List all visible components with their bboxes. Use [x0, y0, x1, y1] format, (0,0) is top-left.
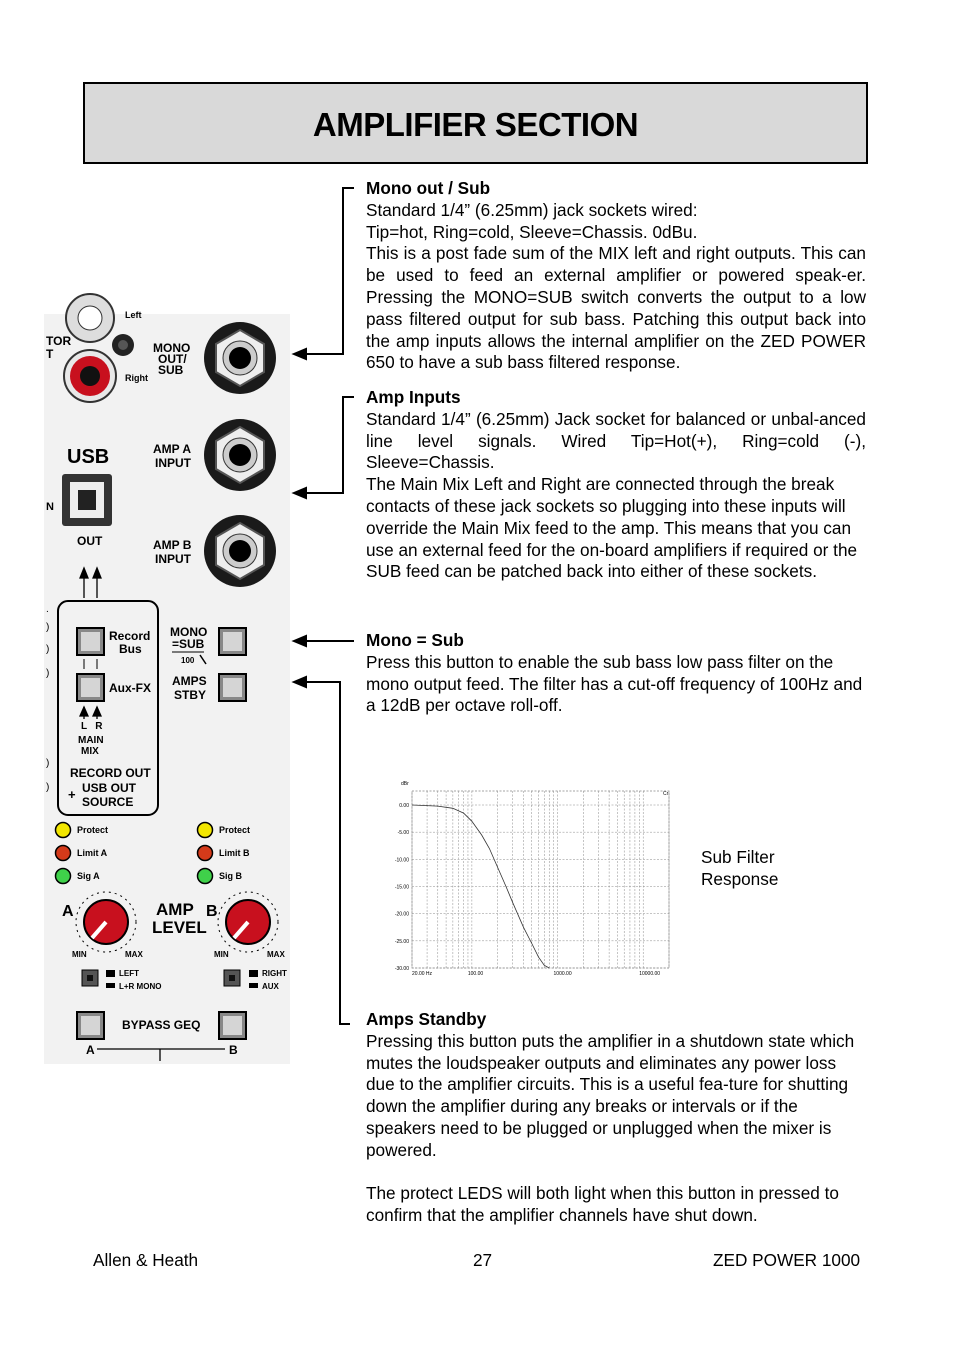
section-amps-standby: [366, 1009, 866, 1227]
main-mix-lr-label: L R: [81, 721, 103, 732]
switch-a[interactable]: [82, 970, 98, 986]
graph-y-tick-label: -10.00: [394, 857, 409, 864]
graph-y-tick-label: -25.00: [394, 938, 409, 945]
graph-y-tick-label: -5.00: [397, 830, 409, 837]
graph-caption-line1: Sub Filter: [701, 847, 775, 867]
mono-out-jack: [204, 322, 276, 394]
left-label: Left: [125, 310, 142, 320]
graph-x-tick-label: 10000.00: [639, 971, 661, 977]
led-protect-a: [56, 823, 71, 838]
graph-y-tick-label: -20.00: [394, 911, 409, 918]
knob-a-min: MIN: [72, 950, 87, 959]
graph-y-ticks: [395, 803, 409, 972]
knob-b-min: MIN: [214, 950, 229, 959]
aux-fx-label: Aux-FX: [109, 681, 151, 695]
bypass-geq-b-button[interactable]: [219, 1012, 246, 1039]
svg-text:): ): [46, 668, 50, 679]
usb-port-icon: [62, 474, 112, 526]
amp-level-label-1: AMP: [156, 900, 194, 919]
knob-a-max: MAX: [125, 950, 143, 959]
section-heading: Mono out / Sub: [366, 178, 491, 198]
graph-y-unit: dBr: [401, 781, 409, 787]
main-mix-arrows: [80, 707, 101, 719]
aux-fx-button[interactable]: [77, 674, 104, 701]
record-out-label-2: USB OUT: [82, 781, 136, 795]
section-paragraph: Pressing this button puts the amplifier in a shutdown state which mutes the loudspeaker outputs and eliminates any power loss due to the amplifier circuits. This is a useful fea-ture for shutting down the amplifier during any breaks or intervals or if the speakers need to be plugged or unplugged when the mixer is powered.: [366, 1030, 855, 1160]
amp-level-b-knob[interactable]: [218, 892, 278, 952]
led-protect-a-label: Protect: [77, 825, 109, 835]
amp-b-label-2: INPUT: [155, 552, 191, 566]
amp-level-a-knob[interactable]: [76, 892, 136, 952]
amp-a-jack: [204, 419, 276, 491]
record-plus-label: +: [68, 787, 76, 802]
main-mix-label-2: MIX: [81, 746, 99, 757]
section-paragraph: This is a post fade sum of the MIX left and right outputs. This can be used to feed an external amplifier or powered speak-er. Pressing the MONO=SUB switch converts the output to a low pass filtered output for sub bass. Patching this output back into the amp inputs allows the internal amplifier on the ZED POWER 650 to have a sub bass filtered response.: [366, 243, 866, 373]
knob-b-max: MAX: [267, 950, 285, 959]
right-label: Right: [125, 373, 148, 383]
section-amp-inputs: [366, 387, 866, 583]
svg-text:): ): [46, 622, 50, 633]
amp-a-label-2: INPUT: [155, 456, 191, 470]
mono-sub-button[interactable]: [219, 628, 246, 655]
graph-y-tick-label: 0.00: [399, 803, 409, 809]
amps-stby-label-1: AMPS: [172, 674, 207, 688]
bypass-b-label: B: [229, 1043, 238, 1057]
graph-x-tick-label: 100.00: [467, 971, 484, 977]
bypass-geq-a-button[interactable]: [77, 1012, 104, 1039]
switch-b-label-1: RIGHT: [262, 969, 287, 978]
main-mix-label-1: MAIN: [78, 735, 104, 746]
amp-b-label-1: AMP B: [153, 538, 192, 552]
amp-level-label-2: LEVEL: [152, 918, 207, 937]
record-out-label-1: RECORD OUT: [70, 766, 151, 780]
record-bus-label-1: Record: [109, 629, 151, 643]
usb-out-label: OUT: [77, 534, 103, 548]
graph-caption: [701, 846, 778, 890]
footer-left: Allen & Heath: [93, 1250, 199, 1270]
led-limit-b: [198, 846, 213, 861]
led-protect-b-label: Protect: [219, 825, 251, 835]
tor-label-1: TOR: [46, 334, 72, 348]
tor-label-2: T: [46, 347, 54, 361]
usb-out-arrows: [80, 568, 101, 598]
svg-text:): ): [46, 782, 50, 793]
section-paragraph: The Main Mix Left and Right are connected through the break contacts of these jack sockets so plugging into these inputs will override the Main Mix feed to the amp. This means that you can use an external feed for the on-board amplifiers if required or the SUB feed can be patched back into either of these sockets.: [366, 474, 858, 582]
mono-out-label-2: OUT/: [158, 352, 187, 366]
callout-mono-sub: [294, 636, 354, 646]
led-limit-a: [56, 846, 71, 861]
record-out-label-3: SOURCE: [82, 795, 134, 809]
amps-stby-label-2: STBY: [174, 688, 207, 702]
graph-x-ticks: [412, 971, 660, 977]
bypass-a-label: A: [86, 1043, 95, 1057]
section-heading: Amp Inputs: [366, 387, 461, 407]
graph-frame: [412, 791, 669, 968]
record-bus-label-2: Bus: [119, 642, 142, 656]
page-title: AMPLIFIER SECTION: [312, 106, 639, 143]
record-bus-button[interactable]: [77, 628, 104, 655]
graph-x-tick-label: 1000.00: [553, 971, 572, 977]
section-paragraph: Standard 1/4” (6.25mm) Jack socket for balanced or unbal-anced line level signals. Wired Tip=Hot(+), Ring=cold (-), Sleeve=Chassis.: [366, 408, 866, 473]
sub-filter-graph: [395, 781, 669, 977]
led-sig-b-label: Sig B: [219, 871, 243, 881]
amp-a-label-1: AMP A: [153, 442, 192, 456]
section-paragraph: Press this button to enable the sub bass low pass filter on the mono output feed. The filter has a cut-off frequency of 100Hz and a 12dB per octave roll-off.: [366, 651, 863, 716]
mono-sub-label-2: =SUB: [172, 637, 205, 651]
knob-b-label: B: [206, 903, 218, 920]
svg-text:): ): [46, 644, 50, 655]
led-limit-b-label: Limit B: [219, 848, 250, 858]
svg-text:): ): [46, 758, 50, 769]
graph-corner-mark: Cr: [663, 791, 669, 797]
section-heading: Mono = Sub: [366, 630, 464, 650]
section-paragraph: Tip=hot, Ring=cold, Sleeve=Chassis. 0dBu.: [366, 221, 698, 242]
bypass-bracket: [97, 1049, 225, 1061]
led-limit-a-label: Limit A: [77, 848, 108, 858]
bypass-geq-label: BYPASS GEQ: [122, 1018, 201, 1032]
callout-mono-out: [294, 188, 354, 359]
graph-x-tick-label: 20.00 Hz: [412, 971, 433, 977]
graph-y-tick-label: -15.00: [394, 884, 409, 891]
footer-page-number: 27: [473, 1250, 493, 1270]
section-heading: Amps Standby: [366, 1009, 487, 1029]
mono-out-label-1: MONO: [153, 341, 191, 355]
callout-amp-inputs: [294, 397, 354, 498]
usb-label: USB: [67, 446, 110, 468]
switch-b-label-2: AUX: [262, 982, 279, 991]
switch-b[interactable]: [224, 970, 240, 986]
led-sig-b: [198, 869, 213, 884]
n-fragment: N: [46, 501, 54, 513]
section-mono-sub: [366, 630, 866, 717]
mono-sub-freq-label: 100: [181, 656, 195, 665]
mono-sub-label-1: MONO: [170, 625, 208, 639]
switch-a-label-2: L+R MONO: [119, 982, 162, 991]
knob-a-label: A: [62, 903, 74, 920]
section-paragraph: The protect LEDS will both light when this button in pressed to confirm that the amplifier channels have shut down.: [366, 1183, 839, 1226]
led-sig-a-label: Sig A: [77, 871, 100, 881]
svg-text:.: .: [46, 604, 49, 615]
footer-right: ZED POWER 1000: [713, 1250, 861, 1270]
graph-y-tick-label: -30.00: [394, 966, 409, 972]
switch-a-label-1: LEFT: [119, 969, 139, 978]
led-sig-a: [56, 869, 71, 884]
led-protect-b: [198, 823, 213, 838]
graph-caption-line2: Response: [701, 869, 779, 889]
amp-b-jack: [204, 515, 276, 587]
rca-jacks: [64, 294, 134, 402]
callout-amps-standby: [294, 677, 350, 1024]
section-mono-out: [366, 178, 866, 374]
amps-stby-button[interactable]: [219, 674, 246, 701]
mono-out-label-3: SUB: [158, 363, 184, 377]
section-paragraph: Standard 1/4” (6.25mm) jack sockets wired:: [366, 199, 698, 220]
